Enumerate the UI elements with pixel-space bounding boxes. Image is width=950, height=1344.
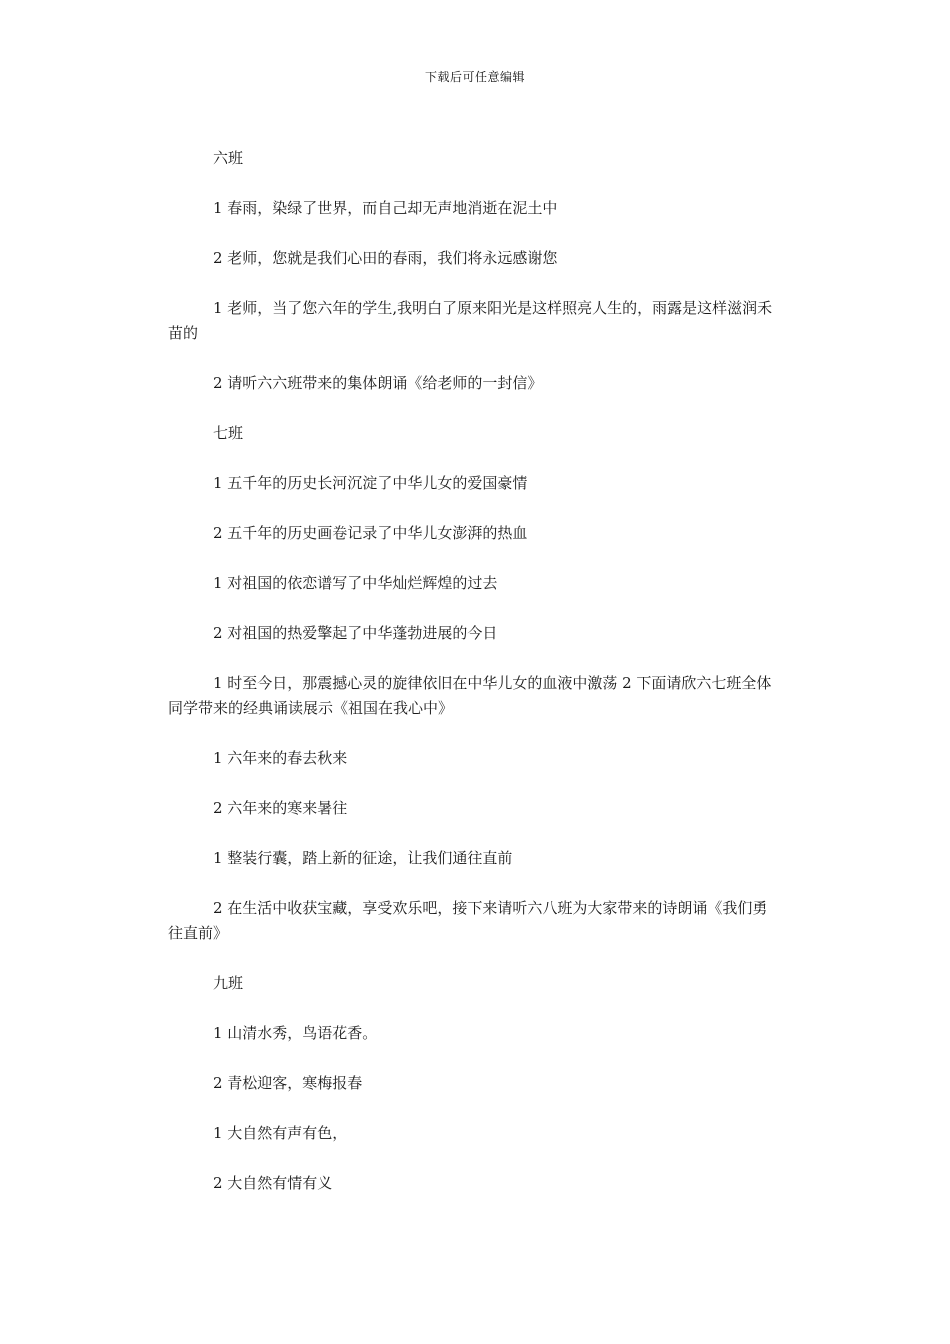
script-line: 2 青松迎客，寒梅报春: [213, 1074, 363, 1092]
script-line: 1 老师，当了您六年的学生,我明白了原来阳光是这样照亮人生的，雨露是这样滋润禾苗的: [168, 299, 773, 342]
script-line: 2 对祖国的热爱擎起了中华蓬勃进展的今日: [213, 624, 498, 642]
script-line: 1 对祖国的依恋谱写了中华灿烂辉煌的过去: [213, 574, 498, 592]
script-line: 1 山清水秀，鸟语花香。: [213, 1024, 378, 1042]
script-line: 2 老师，您就是我们心田的春雨，我们将永远感谢您: [213, 249, 558, 267]
script-line: 1 大自然有声有色，: [213, 1124, 348, 1142]
script-line: 1 时至今日，那震撼心灵的旋律依旧在中华儿女的血液中激荡 2 下面请欣六七班全体同学带来的经典诵读展示《祖国在我心中》: [168, 674, 772, 717]
script-line: 2 请听六六班带来的集体朗诵《给老师的一封信》: [213, 374, 543, 392]
script-line: 1 五千年的历史长河沉淀了中华儿女的爱国豪情: [213, 474, 528, 492]
script-line: 1 六年来的春去秋来: [213, 749, 348, 767]
script-line: 2 大自然有情有义: [213, 1174, 333, 1192]
script-line: 1 整装行囊，踏上新的征途，让我们通往直前: [213, 849, 513, 867]
script-line: 1 春雨，染绿了世界，而自己却无声地消逝在泥土中: [213, 199, 558, 217]
document-body: [168, 146, 778, 1221]
section-heading-class-six: 六班: [213, 149, 244, 167]
script-line: 2 在生活中收获宝藏，享受欢乐吧，接下来请听六八班为大家带来的诗朗诵《我们勇往直前》: [168, 899, 768, 942]
script-line: 2 六年来的寒来暑往: [213, 799, 348, 817]
header-note: 下载后可任意编辑: [424, 70, 525, 84]
script-line: 2 五千年的历史画卷记录了中华儿女澎湃的热血: [213, 524, 528, 542]
section-heading-class-seven: 七班: [213, 424, 244, 442]
section-heading-class-nine: 九班: [213, 974, 244, 992]
